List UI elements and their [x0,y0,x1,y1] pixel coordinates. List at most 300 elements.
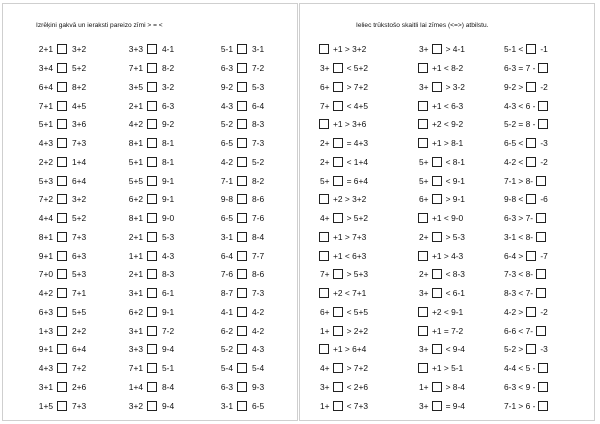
missing-number-box[interactable] [538,63,548,73]
missing-number-row [504,78,552,97]
right-expression: 7-3 [252,288,265,299]
missing-number-row [419,153,465,172]
left-expression: 5-2 [220,344,233,355]
missing-number-box[interactable] [432,382,442,392]
answer-box[interactable] [57,157,67,167]
missing-number-row [320,78,368,97]
missing-number-row [320,359,368,378]
missing-number-box[interactable] [333,326,343,336]
row-prefix: 4-2 > [504,306,524,317]
missing-number-box[interactable] [432,344,442,354]
row-suffix: = 4+3 [346,138,368,149]
answer-box[interactable] [237,101,247,111]
missing-number-row [320,246,368,265]
missing-number-box[interactable] [319,232,329,242]
right-worksheet-page [299,3,595,421]
missing-number-row [504,153,552,172]
right-column-3 [504,40,552,415]
missing-number-box[interactable] [432,176,442,186]
row-suffix: -1 [540,44,548,55]
left-expression: 5+1 [128,156,143,167]
missing-number-row [504,190,552,209]
answer-box[interactable] [237,194,247,204]
missing-number-row [504,303,552,322]
answer-box[interactable] [237,232,247,242]
answer-box[interactable] [237,344,247,354]
missing-number-row [419,396,465,415]
missing-number-row [320,321,368,340]
answer-box[interactable] [147,401,157,411]
answer-box[interactable] [147,269,157,279]
answer-box[interactable] [147,157,157,167]
row-suffix: +1 < 9-0 [432,213,464,224]
right-expression: 7-2 [252,63,265,74]
right-expression: 4-2 [252,325,265,336]
right-expression: 8-6 [252,194,265,205]
missing-number-row [320,378,368,397]
answer-box[interactable] [237,382,247,392]
comparison-row [33,246,94,265]
comparison-row [33,340,94,359]
missing-number-box[interactable] [418,251,428,261]
answer-box[interactable] [57,326,67,336]
answer-box[interactable] [237,363,247,373]
missing-number-box[interactable] [536,213,546,223]
answer-box[interactable] [147,213,157,223]
missing-number-box[interactable] [432,288,442,298]
left-expression: 8+1 [128,138,143,149]
missing-number-row [419,78,465,97]
answer-box[interactable] [237,63,247,73]
missing-number-box[interactable] [319,119,329,129]
row-prefix: 5-1 < [504,44,524,55]
row-prefix: 6+ [419,194,429,205]
left-expression: 5-4 [220,363,233,374]
left-expression: 4+3 [38,363,53,374]
missing-number-box[interactable] [333,213,343,223]
missing-number-box[interactable] [333,138,343,148]
left-expression: 4-1 [220,306,233,317]
comparison-row [123,265,184,284]
answer-box[interactable] [57,382,67,392]
right-expression: 9-4 [162,400,175,411]
comparison-row [213,78,274,97]
row-suffix: > 7+2 [346,81,368,92]
comparison-row [213,134,274,153]
row-prefix: 6-6 < 7- [504,325,534,336]
left-expression: 3+3 [128,44,143,55]
answer-box[interactable] [237,176,247,186]
missing-number-row [320,59,368,78]
comparison-row [123,396,184,415]
right-expression: 8+2 [72,81,87,92]
right-expression: 8-3 [252,119,265,130]
missing-number-box[interactable] [333,269,343,279]
comparison-row [123,284,184,303]
answer-box[interactable] [147,232,157,242]
comparison-row [213,284,274,303]
answer-box[interactable] [237,326,247,336]
right-expression: 8-3 [162,269,175,280]
missing-number-box[interactable] [538,101,548,111]
missing-number-box[interactable] [526,344,536,354]
missing-number-box[interactable] [333,363,343,373]
comparison-row [33,59,94,78]
missing-number-row [320,171,368,190]
answer-box[interactable] [237,213,247,223]
missing-number-box[interactable] [538,363,548,373]
missing-number-box[interactable] [536,269,546,279]
missing-number-box[interactable] [538,401,548,411]
row-prefix: 1+ [320,325,330,336]
answer-box[interactable] [237,288,247,298]
comparison-row [33,209,94,228]
right-column-2 [419,40,465,415]
row-prefix: 4-2 < [504,156,524,167]
answer-box[interactable] [237,82,247,92]
row-prefix: 3+ [419,288,429,299]
right-expression: 4-3 [252,344,265,355]
row-prefix: 5+ [419,156,429,167]
comparison-row [213,228,274,247]
missing-number-box[interactable] [536,288,546,298]
row-prefix: 6-5 < [504,138,524,149]
comparison-row [123,59,184,78]
missing-number-box[interactable] [333,157,343,167]
row-suffix: -3 [540,344,548,355]
left-expression: 8+1 [38,231,53,242]
missing-number-box[interactable] [526,194,536,204]
missing-number-box[interactable] [418,213,428,223]
missing-number-box[interactable] [319,44,329,54]
answer-box[interactable] [237,44,247,54]
missing-number-row [320,396,368,415]
left-expression: 1+5 [38,400,53,411]
left-expression: 4+3 [38,138,53,149]
answer-box[interactable] [57,251,67,261]
missing-number-box[interactable] [526,251,536,261]
missing-number-box[interactable] [418,307,428,317]
missing-number-row [419,59,465,78]
left-expression: 6-5 [220,138,233,149]
left-expression: 5+3 [38,175,53,186]
missing-number-box[interactable] [432,232,442,242]
answer-box[interactable] [147,326,157,336]
right-expression: 9-4 [162,344,175,355]
right-expression: 9-1 [162,175,175,186]
comparison-row [123,40,184,59]
row-suffix: < 4+5 [346,100,368,111]
answer-box[interactable] [237,138,247,148]
right-expression: 3-1 [252,44,265,55]
answer-box[interactable] [147,63,157,73]
row-suffix: > 5-3 [445,231,465,242]
row-prefix: 2+ [320,138,330,149]
missing-number-row [504,134,552,153]
missing-number-box[interactable] [319,194,329,204]
missing-number-box[interactable] [418,101,428,111]
comparison-row [123,340,184,359]
answer-box[interactable] [147,138,157,148]
answer-box[interactable] [147,44,157,54]
missing-number-box[interactable] [432,194,442,204]
left-expression: 9-8 [220,194,233,205]
answer-box[interactable] [237,401,247,411]
answer-box[interactable] [57,307,67,317]
missing-number-box[interactable] [418,363,428,373]
answer-box[interactable] [147,363,157,373]
row-prefix: 6-3 > 7- [504,213,534,224]
answer-box[interactable] [147,119,157,129]
left-expression: 6-5 [220,213,233,224]
missing-number-row [320,303,368,322]
answer-box[interactable] [57,176,67,186]
missing-number-row [419,40,465,59]
comparison-row [33,40,94,59]
left-expression: 3+3 [128,344,143,355]
right-expression: 6-1 [162,288,175,299]
missing-number-box[interactable] [432,82,442,92]
missing-number-box[interactable] [538,119,548,129]
missing-number-row [419,171,465,190]
right-expression: 8-1 [162,138,175,149]
right-expression: 7-3 [252,138,265,149]
missing-number-row [504,40,552,59]
answer-box[interactable] [57,63,67,73]
answer-box[interactable] [57,269,67,279]
row-suffix: > 8-4 [445,381,465,392]
missing-number-box[interactable] [333,176,343,186]
missing-number-box[interactable] [319,288,329,298]
left-expression: 7+1 [128,63,143,74]
right-expression: 5-1 [162,363,175,374]
missing-number-box[interactable] [526,157,536,167]
left-expression: 3-1 [220,400,233,411]
comparison-row [213,321,274,340]
missing-number-row [504,321,552,340]
answer-box[interactable] [57,194,67,204]
comparison-row [213,246,274,265]
missing-number-box[interactable] [432,44,442,54]
answer-box[interactable] [147,194,157,204]
row-prefix: 6+ [320,81,330,92]
answer-box[interactable] [237,157,247,167]
comparison-row [33,78,94,97]
row-suffix: +2 > 3+2 [333,194,367,205]
right-expression: 7-2 [162,325,175,336]
comparison-row [33,265,94,284]
answer-box[interactable] [147,176,157,186]
missing-number-row [320,340,368,359]
comparison-row [33,190,94,209]
right-expression: 6-3 [162,100,175,111]
missing-number-box[interactable] [319,344,329,354]
left-expression: 4-3 [220,100,233,111]
answer-box[interactable] [57,44,67,54]
missing-number-row [320,96,368,115]
right-expression: 5-3 [252,81,265,92]
comparison-row [123,246,184,265]
left-expression: 6-4 [220,250,233,261]
row-prefix: 3+ [320,381,330,392]
row-suffix: = 9-4 [445,400,465,411]
row-prefix: 7-1 > 6 - [504,400,536,411]
left-column-1 [33,40,94,415]
answer-box[interactable] [237,119,247,129]
missing-number-box[interactable] [333,307,343,317]
answer-box[interactable] [57,363,67,373]
answer-box[interactable] [57,401,67,411]
answer-box[interactable] [147,101,157,111]
missing-number-row [419,228,465,247]
left-expression: 9+1 [38,344,53,355]
left-expression: 2+1 [128,100,143,111]
left-expression: 8+1 [128,213,143,224]
right-expression: 4-1 [162,44,175,55]
missing-number-row [320,153,368,172]
comparison-row [33,228,94,247]
comparison-row [123,134,184,153]
missing-number-box[interactable] [418,119,428,129]
missing-number-row [504,171,552,190]
missing-number-box[interactable] [418,63,428,73]
missing-number-box[interactable] [526,138,536,148]
missing-number-row [504,209,552,228]
right-expression: 6-5 [252,400,265,411]
row-suffix: +1 > 3+2 [333,44,367,55]
missing-number-box[interactable] [536,326,546,336]
answer-box[interactable] [57,232,67,242]
missing-number-box[interactable] [418,138,428,148]
missing-number-box[interactable] [333,101,343,111]
missing-number-row [419,265,465,284]
answer-box[interactable] [147,382,157,392]
comparison-row [213,96,274,115]
right-expression: 2+6 [72,381,87,392]
missing-number-box[interactable] [526,44,536,54]
right-expression: 5+3 [72,269,87,280]
missing-number-box[interactable] [538,382,548,392]
row-suffix: -6 [540,194,548,205]
answer-box[interactable] [147,288,157,298]
left-expression: 6+3 [38,306,53,317]
answer-box[interactable] [57,82,67,92]
answer-box[interactable] [57,119,67,129]
answer-box[interactable] [57,288,67,298]
comparison-row [213,209,274,228]
row-prefix: 1+ [419,381,429,392]
right-expression: 9-1 [162,194,175,205]
row-prefix: 5-2 > [504,344,524,355]
missing-number-box[interactable] [333,401,343,411]
comparison-row [213,265,274,284]
missing-number-box[interactable] [432,401,442,411]
answer-box[interactable] [237,251,247,261]
row-prefix: 5-2 = 8 - [504,119,536,130]
comparison-row [33,171,94,190]
row-suffix: +1 > 7+3 [333,231,367,242]
missing-number-row [504,284,552,303]
left-expression: 1+4 [128,381,143,392]
row-suffix: -3 [540,138,548,149]
missing-number-row [504,228,552,247]
right-expression: 9-2 [162,119,175,130]
row-suffix: +1 > 5-1 [432,363,464,374]
missing-number-box[interactable] [526,307,536,317]
row-prefix: 7+ [320,269,330,280]
missing-number-box[interactable] [536,176,546,186]
answer-box[interactable] [57,101,67,111]
answer-box[interactable] [147,82,157,92]
missing-number-box[interactable] [333,82,343,92]
left-expression: 4+2 [128,119,143,130]
missing-number-box[interactable] [536,232,546,242]
left-expression: 6-3 [220,63,233,74]
left-expression: 3+2 [128,400,143,411]
answer-box[interactable] [57,138,67,148]
row-suffix: +1 < 6+3 [333,250,367,261]
missing-number-box[interactable] [526,82,536,92]
row-suffix: > 2+2 [346,325,368,336]
right-expression: 4+5 [72,100,87,111]
right-expression: 5+2 [72,213,87,224]
answer-box[interactable] [57,213,67,223]
row-suffix: > 3-2 [445,81,465,92]
missing-number-row [419,246,465,265]
missing-number-box[interactable] [319,251,329,261]
row-prefix: 3+ [419,344,429,355]
missing-number-box[interactable] [418,326,428,336]
comparison-row [213,396,274,415]
left-worksheet-page [2,3,298,421]
comparison-row [33,378,94,397]
answer-box[interactable] [147,344,157,354]
missing-number-row [419,134,465,153]
left-instruction: Izrēķini gakvā un ieraksti pareizo zīmi > = < [36,22,163,29]
right-expression: 7+3 [72,231,87,242]
missing-number-box[interactable] [432,157,442,167]
answer-box[interactable] [57,344,67,354]
missing-number-row [419,340,465,359]
left-expression: 7-1 [220,175,233,186]
right-expression: 6+4 [72,344,87,355]
comparison-row [123,209,184,228]
row-prefix: 2+ [320,156,330,167]
row-suffix: -7 [540,250,548,261]
answer-box[interactable] [237,307,247,317]
answer-box[interactable] [147,251,157,261]
answer-box[interactable] [237,269,247,279]
comparison-row [123,115,184,134]
answer-box[interactable] [147,307,157,317]
row-suffix: < 5+2 [346,63,368,74]
missing-number-box[interactable] [432,269,442,279]
missing-number-box[interactable] [333,382,343,392]
right-expression: 3-2 [162,81,175,92]
right-expression: 9-1 [162,306,175,317]
left-expression: 2+1 [128,269,143,280]
missing-number-row [320,190,368,209]
left-expression: 6+4 [38,81,53,92]
right-column-1 [320,40,368,415]
right-expression: 8-4 [252,231,265,242]
comparison-row [123,78,184,97]
right-expression: 6-4 [252,100,265,111]
left-expression: 5-1 [220,44,233,55]
missing-number-box[interactable] [333,63,343,73]
left-expression: 3+1 [128,325,143,336]
right-expression: 5-4 [252,363,265,374]
